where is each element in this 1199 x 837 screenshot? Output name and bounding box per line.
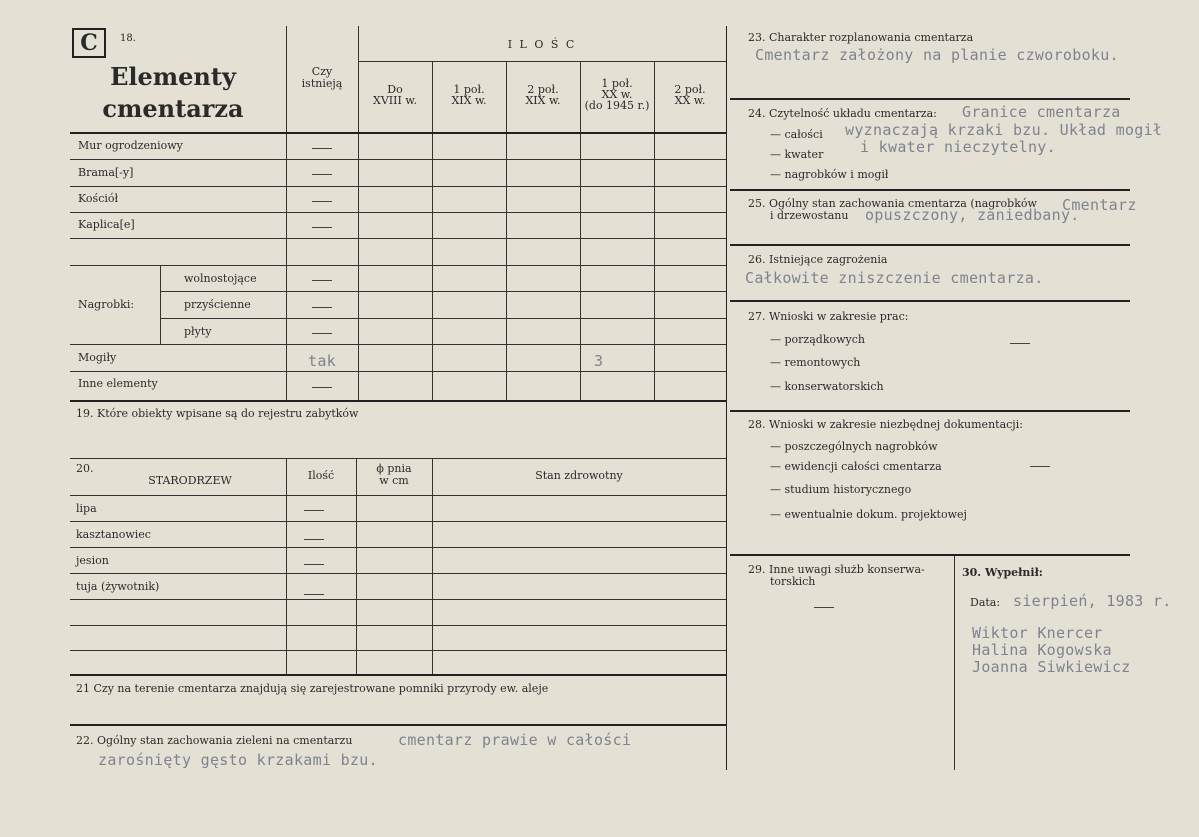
dash-mark xyxy=(1010,343,1030,344)
section-29-label-1: 29. Inne uwagi służb konserwa- xyxy=(748,563,925,576)
dash-mark xyxy=(312,307,332,308)
section-24-value-1: Granice cmentarza xyxy=(962,103,1121,121)
divider xyxy=(506,62,507,400)
section-28-item-2: — ewidencji całości cmentarza xyxy=(770,460,942,473)
section-22-value-2: zarośnięty gęsto krzakami bzu. xyxy=(98,751,378,769)
mogily-count: 3 xyxy=(594,352,604,370)
row-line xyxy=(70,458,726,459)
dash-mark xyxy=(312,227,332,228)
row-line xyxy=(70,495,726,496)
row-przyscienne: przyścienne xyxy=(184,298,251,311)
ilosc-header: I L O Ś C xyxy=(507,38,577,51)
section-21: 21 Czy na terenie cmentarza znajdują się zarejestrowane pomniki przyrody ew. aleje xyxy=(76,682,549,695)
dash-mark xyxy=(304,539,324,540)
data-label: Data: xyxy=(970,596,1001,609)
section-letter: C xyxy=(72,28,106,58)
divider xyxy=(286,458,287,674)
row-line xyxy=(70,573,726,574)
row-line xyxy=(70,625,726,626)
section-24-value-3: i kwater nieczytelny. xyxy=(860,138,1056,156)
filled-by-2: Halina Kogowska xyxy=(972,641,1112,659)
row-line xyxy=(730,300,1130,302)
elementy-title-line2: cmentarza xyxy=(102,94,244,123)
dash-mark xyxy=(312,387,332,388)
row-inne: Inne elementy xyxy=(78,377,158,390)
section-28-item-3: — studium historycznego xyxy=(770,483,912,496)
section-22-label: 22. Ogólny stan zachowania zieleni na cmentarzu xyxy=(76,734,353,747)
filled-date: sierpień, 1983 r. xyxy=(1013,592,1172,610)
dash-mark xyxy=(304,564,324,565)
row-line xyxy=(70,159,726,160)
section-19: 19. Które obiekty wpisane są do rejestru zabytków xyxy=(76,407,359,420)
row-kaplica: Kaplica[e] xyxy=(78,218,135,231)
section-28-item-4: — ewentualnie dokum. projektowej xyxy=(770,508,967,521)
tree-tuja: tuja (żywotnik) xyxy=(76,580,160,593)
section-26-value: Całkowite zniszczenie cmentarza. xyxy=(745,269,1044,287)
row-line xyxy=(70,186,726,187)
row-line xyxy=(70,650,726,651)
row-line xyxy=(70,212,726,213)
section-25-value-1: Cmentarz xyxy=(1062,196,1137,214)
section-24-label: 24. Czytelność układu cmentarza: xyxy=(748,107,937,120)
dash-mark xyxy=(1030,466,1050,467)
divider xyxy=(160,265,161,344)
mogily-value: tak xyxy=(308,352,336,370)
section-28-label: 28. Wnioski w zakresie niezbędnej dokumentacji: xyxy=(748,418,1023,431)
section-27-label: 27. Wnioski w zakresie prac: xyxy=(748,310,909,323)
row-line xyxy=(70,724,726,726)
row-line xyxy=(70,238,726,239)
divider xyxy=(432,458,433,674)
tree-jesion: jesion xyxy=(76,554,109,567)
dash-mark xyxy=(312,333,332,334)
starodrzew-stan: Stan zdrowotny xyxy=(535,469,623,482)
dash-mark xyxy=(304,594,324,595)
row-line xyxy=(730,410,1130,412)
dash-mark xyxy=(304,510,324,511)
divider xyxy=(954,556,955,770)
row-line xyxy=(70,674,726,676)
col-header-1: Do XVIII w. xyxy=(373,83,417,107)
section-24-item-3: — nagrobków i mogił xyxy=(770,168,889,181)
section-27-item-1: — porządkowych xyxy=(770,333,865,346)
dash-mark xyxy=(312,201,332,202)
starodrzew-title: STARODRZEW xyxy=(148,474,232,487)
section-23-value: Cmentarz założony na planie czworoboku. xyxy=(755,46,1119,64)
divider xyxy=(726,26,727,770)
dash-mark xyxy=(814,607,834,608)
dash-mark xyxy=(312,174,332,175)
section-24-value-2: wyznaczają krzaki bzu. Układ mogił xyxy=(845,121,1163,139)
section-25-value-2: opuszczony, zaniedbany. xyxy=(865,206,1080,224)
section-30-label: 30. Wypełnił: xyxy=(962,566,1043,579)
row-line xyxy=(160,318,726,319)
row-brama: Brama[-y] xyxy=(78,166,134,179)
dash-mark xyxy=(312,280,332,281)
row-line xyxy=(160,291,726,292)
divider xyxy=(432,62,433,400)
row-line xyxy=(730,189,1130,191)
row-line xyxy=(70,344,726,345)
col-header-2: 1 poł. XIX w. xyxy=(451,83,487,107)
col-header-4: 1 poł. XX w. (do 1945 r.) xyxy=(584,77,650,112)
divider xyxy=(654,62,655,400)
col-header-5: 2 poł. XX w. xyxy=(674,83,706,107)
row-line xyxy=(70,547,726,548)
section-27-item-2: — remontowych xyxy=(770,356,861,369)
section-23-label: 23. Charakter rozplanowania cmentarza xyxy=(748,31,974,44)
section-24-item-2: — kwater xyxy=(770,148,824,161)
divider xyxy=(70,132,726,134)
starodrzew-pnia: ϕ pnia w cm xyxy=(376,462,412,487)
section-18-number: 18. xyxy=(120,33,136,44)
section-26-label: 26. Istniejące zagrożenia xyxy=(748,253,888,266)
section-25-label-1: 25. Ogólny stan zachowania cmentarza (nagrobków xyxy=(748,197,1037,210)
row-mur: Mur ogrodzeniowy xyxy=(78,139,183,152)
filled-by-1: Wiktor Knercer xyxy=(972,624,1103,642)
row-line xyxy=(70,265,726,266)
section-28-item-1: — poszczególnych nagrobków xyxy=(770,440,938,453)
row-wolnostojace: wolnostojące xyxy=(184,272,257,285)
filled-by-3: Joanna Siwkiewicz xyxy=(972,658,1131,676)
row-plyty: płyty xyxy=(184,325,212,338)
row-line xyxy=(70,599,726,600)
czy-header: Czy istnieją xyxy=(301,65,343,90)
row-line xyxy=(70,400,726,402)
section-20-number: 20. xyxy=(76,462,94,475)
elementy-title-line1: Elementy xyxy=(110,62,236,91)
row-line xyxy=(730,98,1130,100)
tree-lipa: lipa xyxy=(76,502,97,515)
tree-kasztanowiec: kasztanowiec xyxy=(76,528,151,541)
section-22-value-1: cmentarz prawie w całości xyxy=(398,731,632,749)
section-25-label-2: i drzewostanu xyxy=(770,209,849,222)
row-kosciol: Kościół xyxy=(78,192,119,205)
divider xyxy=(358,61,726,62)
starodrzew-ilosc: Ilość xyxy=(307,469,335,482)
section-24-item-1: — całości xyxy=(770,128,823,141)
section-27-item-3: — konserwatorskich xyxy=(770,380,884,393)
divider xyxy=(580,62,581,400)
row-line xyxy=(70,521,726,522)
row-line xyxy=(70,371,726,372)
section-29-label-2: torskich xyxy=(770,575,816,588)
row-mogily: Mogiły xyxy=(78,351,117,364)
nagrobki-label: Nagrobki: xyxy=(78,298,135,311)
col-header-3: 2 poł. XIX w. xyxy=(525,83,561,107)
dash-mark xyxy=(312,148,332,149)
row-line xyxy=(730,554,1130,556)
divider xyxy=(356,458,357,674)
row-line xyxy=(730,244,1130,246)
